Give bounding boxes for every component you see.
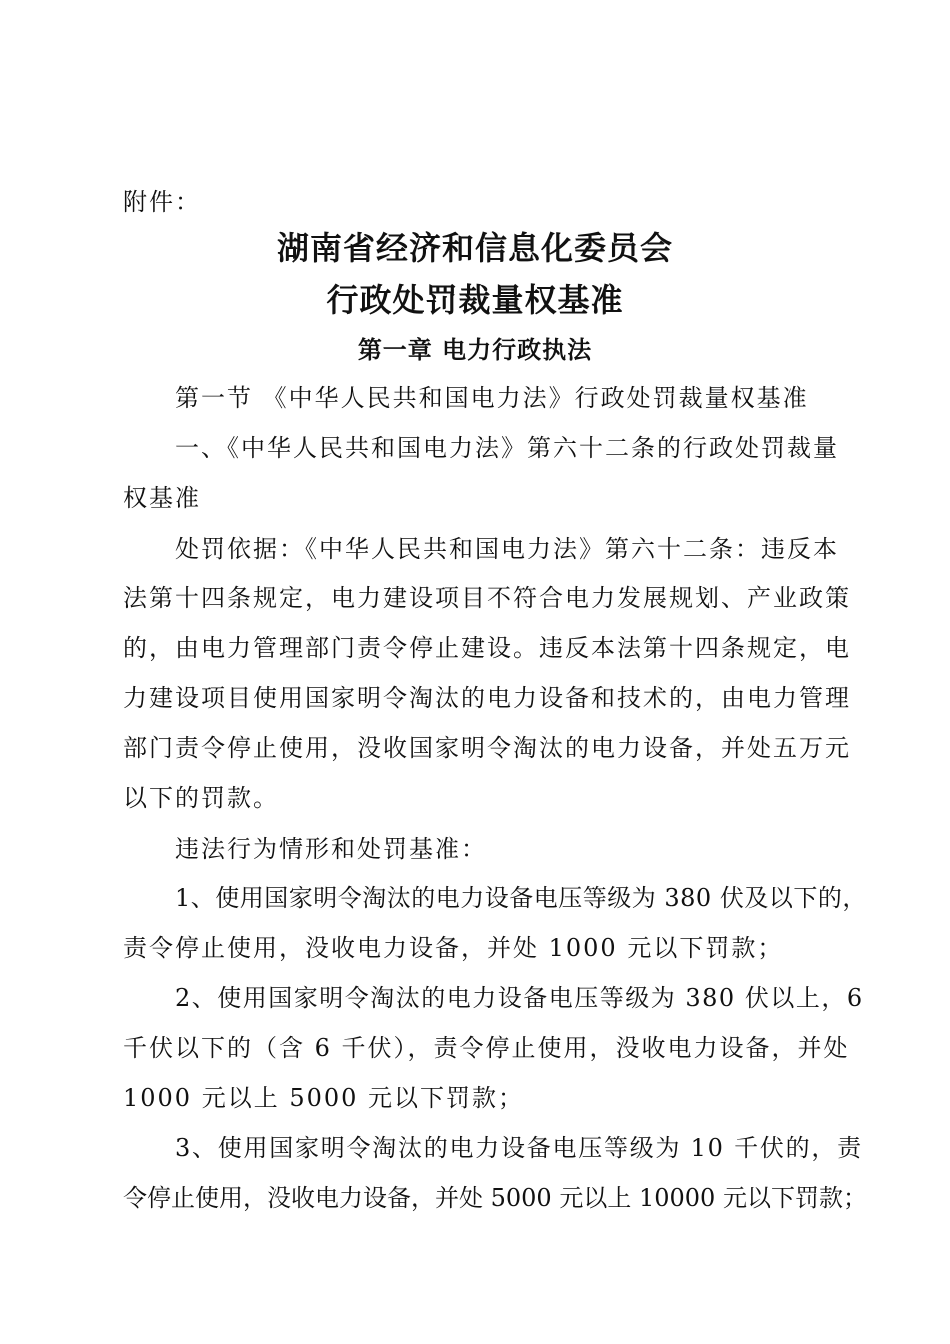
standard-heading: 违法行为情形和处罚基准： bbox=[175, 835, 487, 863]
basis-line: 部门责令停止使用，没收国家明令淘汰的电力设备，并处五万元 bbox=[123, 734, 851, 762]
item-heading-line-2: 权基准 bbox=[123, 484, 201, 512]
rule-2-line-1: 2、使用国家明令淘汰的电力设备电压等级为 380 伏以上，6 bbox=[175, 984, 864, 1012]
item-heading-line-1: 一、《中华人民共和国电力法》第六十二条的行政处罚裁量 bbox=[175, 434, 839, 462]
rule-3-line-1: 3、使用国家明令淘汰的电力设备电压等级为 10 千伏的，责 bbox=[175, 1134, 863, 1162]
basis-line: 法第十四条规定，电力建设项目不符合电力发展规划、产业政策 bbox=[123, 584, 851, 612]
rule-1-line-1: 1、使用国家明令淘汰的电力设备电压等级为 380 伏及以下的， bbox=[175, 884, 867, 912]
basis-line: 以下的罚款。 bbox=[123, 784, 279, 812]
rule-1-line-2: 责令停止使用，没收电力设备，并处 1000 元以下罚款； bbox=[123, 934, 784, 962]
document-title-line-2: 行政处罚裁量权基准 bbox=[326, 281, 624, 319]
rule-2-line-2: 千伏以下的（含 6 千伏），责令停止使用，没收电力设备，并处 bbox=[123, 1034, 850, 1062]
attachment-label: 附件： bbox=[123, 188, 201, 216]
section-heading: 第一节 《中华人民共和国电力法》行政处罚裁量权基准 bbox=[175, 384, 809, 412]
rule-3-line-2: 令停止使用，没收电力设备，并处 5000 元以上 10000 元以下罚款； bbox=[123, 1184, 867, 1212]
basis-line: 力建设项目使用国家明令淘汰的电力设备和技术的，由电力管理 bbox=[123, 684, 851, 712]
basis-line: 的，由电力管理部门责令停止建设。违反本法第十四条规定，电 bbox=[123, 634, 851, 662]
document-title-line-1: 湖南省经济和信息化委员会 bbox=[276, 229, 673, 267]
rule-2-line-3: 1000 元以上 5000 元以下罚款； bbox=[123, 1084, 525, 1112]
basis-line: 处罚依据：《中华人民共和国电力法》第六十二条：违反本 bbox=[175, 535, 839, 563]
chapter-heading: 第一章 电力行政执法 bbox=[357, 336, 593, 364]
